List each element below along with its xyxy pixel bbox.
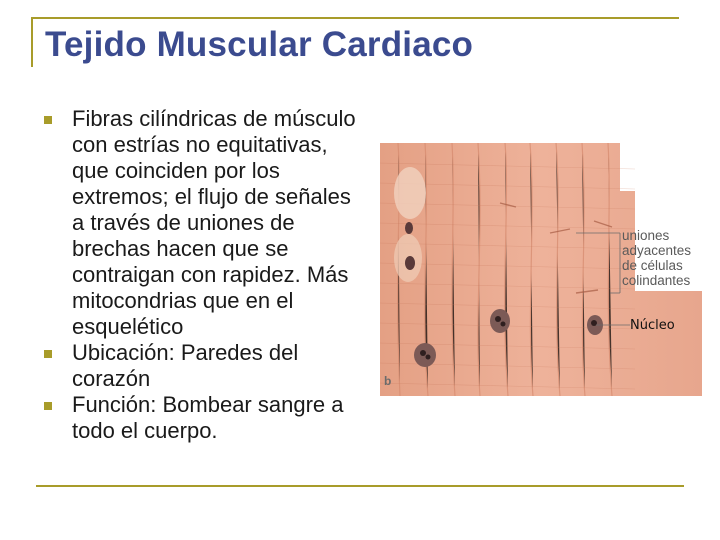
title-frame-top-line xyxy=(31,17,679,19)
square-bullet-icon xyxy=(44,350,52,358)
bottom-divider-line xyxy=(36,485,684,487)
callout-intercalated-disc xyxy=(622,228,691,288)
callout-line: de células xyxy=(622,258,683,273)
bullet-text: Función: Bombear sangre a todo el cuerpo. xyxy=(72,392,344,443)
panel-letter: b xyxy=(384,374,392,388)
square-bullet-icon xyxy=(44,402,52,410)
callout-line: uniones xyxy=(622,228,670,243)
bullet-item-description xyxy=(44,106,364,340)
bullet-item-function xyxy=(44,392,364,444)
bullet-text: Ubicación: Paredes del corazón xyxy=(72,340,299,391)
slide-title: Tejido Muscular Cardiaco xyxy=(45,25,474,64)
bullet-list xyxy=(44,106,364,444)
bullet-item-location xyxy=(44,340,364,392)
callout-line: adyacentes xyxy=(622,243,692,258)
bullet-text: Fibras cilíndricas de músculo con estrías no equitativas, que coinciden por los extremos; el flujo de señales a través de uniones de brechas hacen que se contraigan con rapidez. Más mitocondrias que en el esquelético xyxy=(72,106,356,339)
callout-line: colindantes xyxy=(622,273,691,288)
nucleus-label: Núcleo xyxy=(630,318,675,333)
square-bullet-icon xyxy=(44,116,52,124)
title-frame-left-line xyxy=(31,17,33,67)
